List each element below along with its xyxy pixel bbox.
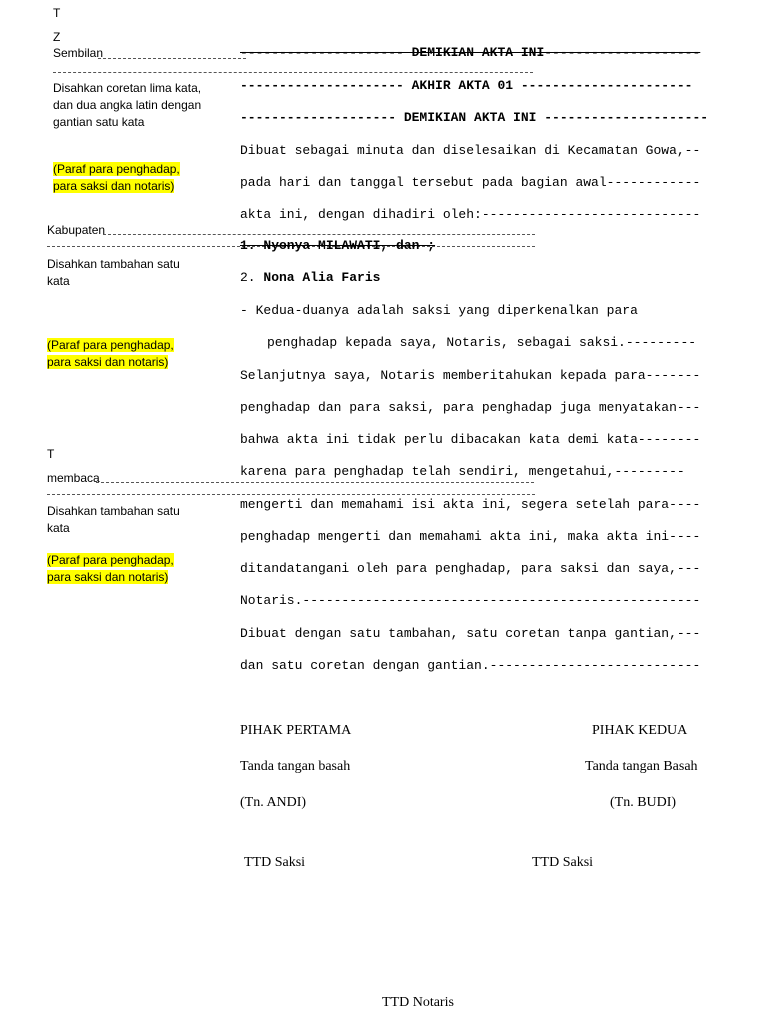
paraf-highlight: (Paraf para penghadap, para saksi dan notaris) bbox=[47, 338, 174, 369]
deed-line: penghadap mengerti dan memahami akta ini, maka akta ini---- bbox=[240, 529, 701, 544]
margin-word-kabupaten: Kabupaten bbox=[47, 223, 106, 237]
witness-number: 2. bbox=[240, 270, 264, 285]
deed-line-witness-2 bbox=[240, 270, 380, 285]
deed-line: Notaris.--------------------------------------------------- bbox=[240, 593, 701, 608]
margin-dash-line bbox=[96, 482, 534, 483]
deed-line: penghadap dan para saksi, para penghadap juga menyatakan--- bbox=[240, 400, 701, 415]
margin-dash-line bbox=[98, 58, 246, 59]
deed-line: karena para penghadap telah sendiri, mengetahui,--------- bbox=[240, 464, 685, 479]
paraf-highlight: (Paraf para penghadap, para saksi dan notaris) bbox=[53, 162, 180, 193]
witness-one-signature: TTD Saksi bbox=[244, 855, 306, 870]
party-one-signature: Tanda tangan basah bbox=[240, 759, 351, 774]
deed-line: Selanjutnya saya, Notaris memberitahukan kepada para------- bbox=[240, 368, 701, 383]
witness-name: Nona Alia Faris bbox=[263, 270, 381, 285]
deed-line-akhir-akta: --------------------- AKHIR AKTA 01 ---------------------- bbox=[240, 78, 693, 93]
margin-paraf-2 bbox=[47, 337, 197, 371]
deed-line: pada hari dan tanggal tersebut pada bagian awal------------ bbox=[240, 175, 701, 190]
deed-line: mengerti dan memahami isi akta ini, segera setelah para---- bbox=[240, 497, 701, 512]
deed-line: ditandatangani oleh para penghadap, para saksi dan saya,--- bbox=[240, 561, 701, 576]
deed-line-demikian-akta: --------------------- DEMIKIAN AKTA INI-------------------- bbox=[240, 45, 701, 60]
margin-dash-line bbox=[53, 72, 533, 73]
deed-line: bahwa akta ini tidak perlu dibacakan kata demi kata-------- bbox=[240, 432, 701, 447]
margin-paraf-3 bbox=[47, 552, 197, 586]
deed-line: penghadap kepada saya, Notaris, sebagai saksi.--------- bbox=[267, 335, 697, 350]
party-two-signature: Tanda tangan Basah bbox=[585, 759, 698, 774]
deed-line-witness-1: 1. Nyonya MILAWATI, dan ; bbox=[240, 238, 436, 253]
margin-dash-line bbox=[103, 234, 535, 235]
margin-letter-z: Z bbox=[53, 30, 61, 44]
party-one-heading: PIHAK PERTAMA bbox=[240, 723, 352, 738]
witness-two-signature: TTD Saksi bbox=[532, 855, 594, 870]
margin-note-tambahan-1: Disahkan tambahan satu kata bbox=[47, 257, 180, 288]
deed-line: dan satu coretan dengan gantian.--------------------------- bbox=[240, 658, 701, 673]
margin-letter-t2: T bbox=[47, 447, 55, 461]
notary-signature: TTD Notaris bbox=[382, 995, 454, 1010]
deed-line: Dibuat sebagai minuta dan diselesaikan di Kecamatan Gowa,-- bbox=[240, 143, 701, 158]
margin-note-tambahan-2: Disahkan tambahan satu kata bbox=[47, 504, 180, 535]
deed-line-demikian-akta-2: -------------------- DEMIKIAN AKTA INI --------------------- bbox=[240, 110, 709, 125]
margin-paraf-1 bbox=[53, 161, 181, 195]
party-two-name: (Tn. BUDI) bbox=[610, 795, 677, 810]
party-one-name: (Tn. ANDI) bbox=[240, 795, 307, 810]
margin-letter-t: T bbox=[53, 6, 61, 20]
margin-note-coretan: Disahkan coretan lima kata, dan dua angka latin dengan gantian satu kata bbox=[53, 81, 202, 129]
margin-dash-line bbox=[47, 494, 535, 495]
margin-word-membaca: membaca bbox=[47, 471, 100, 485]
party-two-heading: PIHAK KEDUA bbox=[592, 723, 688, 738]
deed-line: akta ini, dengan dihadiri oleh:---------------------------- bbox=[240, 207, 701, 222]
paraf-highlight: (Paraf para penghadap, para saksi dan notaris) bbox=[47, 553, 174, 584]
deed-line: - Kedua-duanya adalah saksi yang diperkenalkan para bbox=[240, 303, 638, 318]
margin-word-sembilan: Sembilan bbox=[53, 46, 104, 60]
deed-line: Dibuat dengan satu tambahan, satu coretan tanpa gantian,--- bbox=[240, 626, 701, 641]
